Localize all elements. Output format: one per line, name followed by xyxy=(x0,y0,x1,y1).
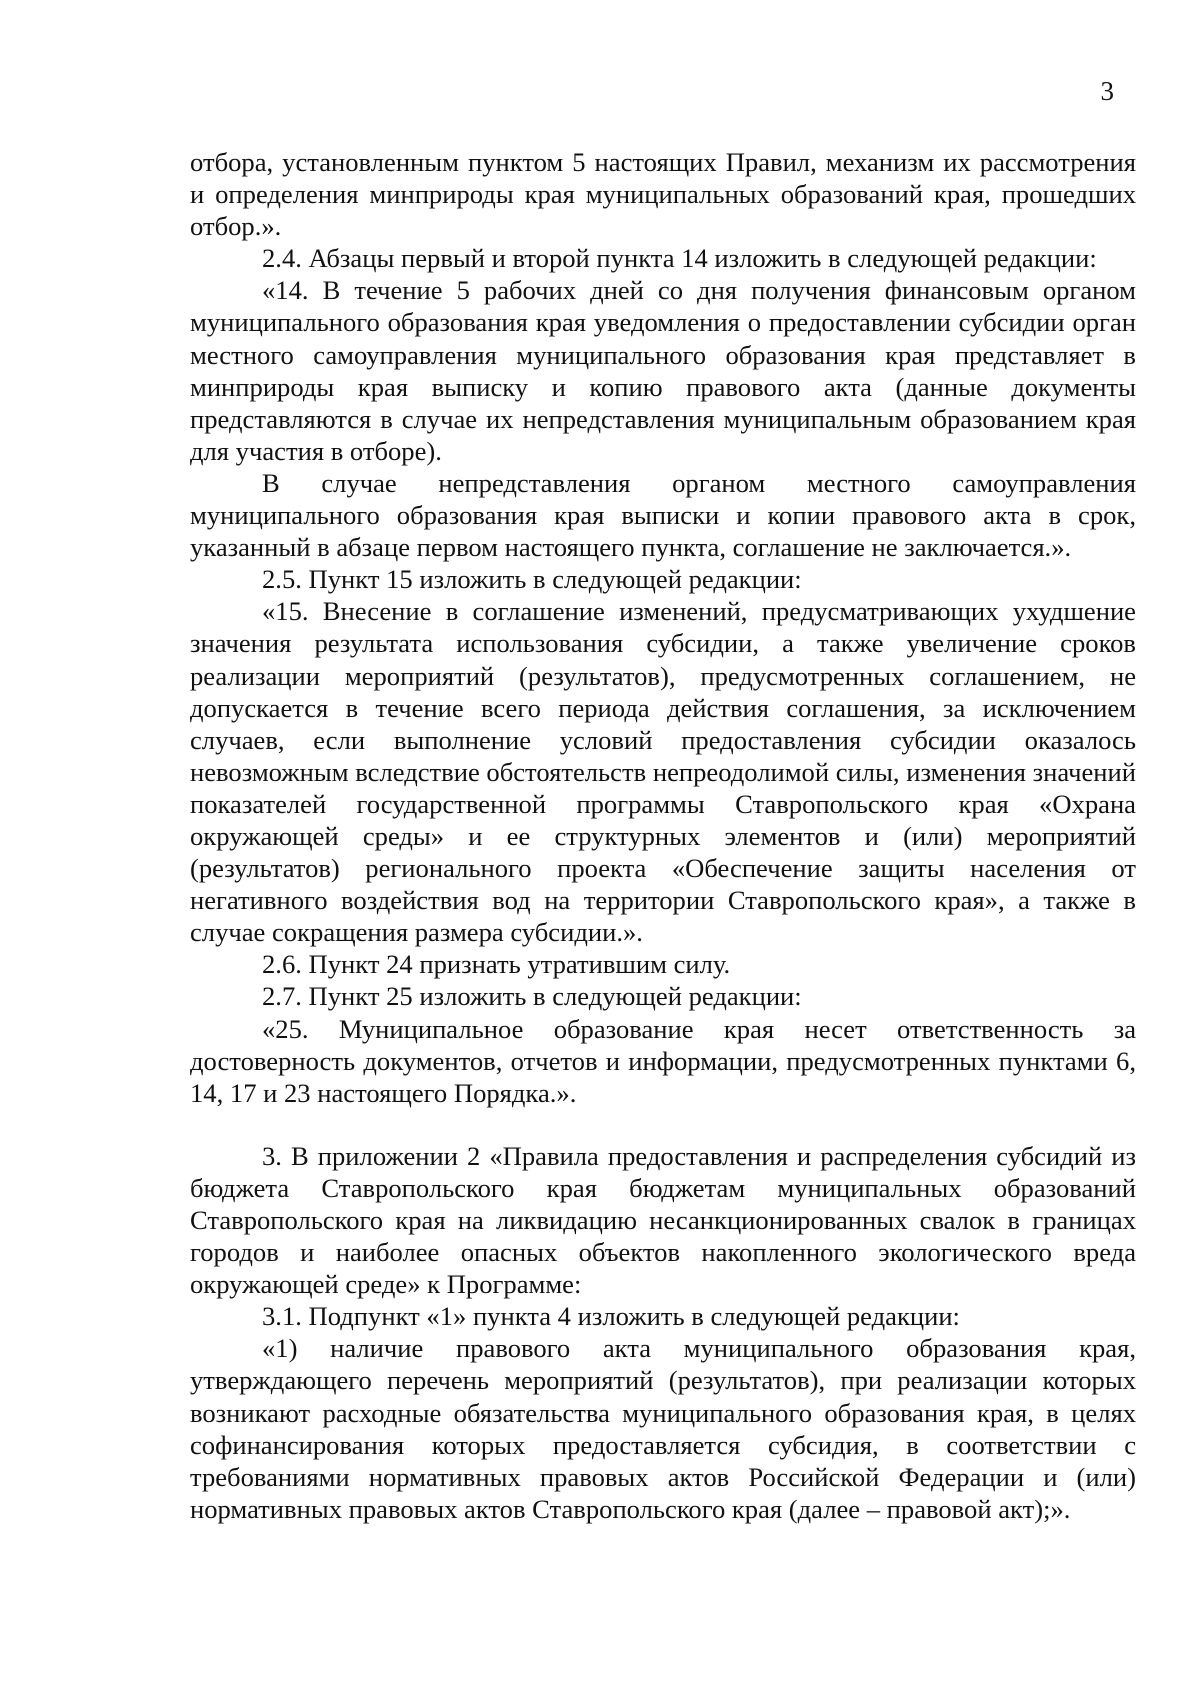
paragraph-3-1: 3.1. Подпункт «1» пункта 4 изложить в следующей редакции: xyxy=(262,1301,960,1332)
paragraph-2-5: 2.5. Пункт 15 изложить в следующей редакции: xyxy=(262,564,802,595)
paragraph-subpoint-1: «1) наличие правового акта муниципального образования края, утверждающего перечень мероприятий (результатов), при реализации которых возникают расходные обязательства муниципального образования края, в целях софинансирования которых предоставляется субсидия, в соответствии с требованиями нормативных правовых актов Российской Федерации и (или) нормативных правовых актов Ставропольского края (далее – правовой акт);». xyxy=(190,1333,1136,1524)
document-body xyxy=(190,146,1136,1525)
paragraph-14-text: «14. В течение 5 рабочих дней со дня получения финансовым органом муниципального образования края уведомления о предоставлении субсидии орган местного самоуправления муниципального образования края представляет в минприроды края выписку и копию правового акта (данные документы представляются в случае их непредставления муниципальным образованием края для участия в отборе). xyxy=(190,275,1136,466)
paragraph-14-second: В случае непредставления органом местного самоуправления муниципального образования края выписки и копии правового акта в срок, указанный в абзаце первом настоящего пункта, соглашение не заключается.». xyxy=(190,467,1136,563)
paragraph-continuation: отбора, установленным пунктом 5 настоящих Правил, механизм их рассмотрения и определения минприроды края муниципальных образований края, прошедших отбор.». xyxy=(190,147,1136,242)
paragraph-15-text: «15. Внесение в соглашение изменений, предусматривающих ухудшение значения результата использования субсидии, а также увеличение сроков реализации мероприятий (результатов), предусмотренных соглашением, не допускается в течение всего периода действия соглашения, за исключением случаев, если выполнение условий предоставления субсидии оказалось невозможным вследствие обстоятельств непреодолимой силы, изменения значений показателей государственной программы Ставропольского края «Охрана окружающей среды» и ее структурных элементов и (или) мероприятий (результатов) регионального проекта «Обеспечение защиты населения от негативного воздействия вод на территории Ставропольского края», а также в случае сокращения размера субсидии.». xyxy=(190,596,1136,948)
paragraph-3: 3. В приложении 2 «Правила предоставления и распределения субсидий из бюджета Ставропольского края бюджетам муниципальных образований Ставропольского края на ликвидацию несанкционированных свалок в границах городов и наиболее опасных объектов накопленного экологического вреда окружающей среде» к Программе: xyxy=(190,1140,1136,1300)
paragraph-2-7: 2.7. Пункт 25 изложить в следующей редакции: xyxy=(262,981,802,1012)
paragraph-2-4: 2.4. Абзацы первый и второй пункта 14 изложить в следующей редакции: xyxy=(262,243,1097,274)
paragraph-25-text: «25. Муниципальное образование края несет ответственность за достоверность документов, отчетов и информации, предусмотренных пунктами 6, 14, 17 и 23 настоящего Порядка.». xyxy=(190,1013,1136,1108)
page-number: 3 xyxy=(1100,76,1114,106)
paragraph-2-6: 2.6. Пункт 24 признать утратившим силу. xyxy=(262,949,731,980)
